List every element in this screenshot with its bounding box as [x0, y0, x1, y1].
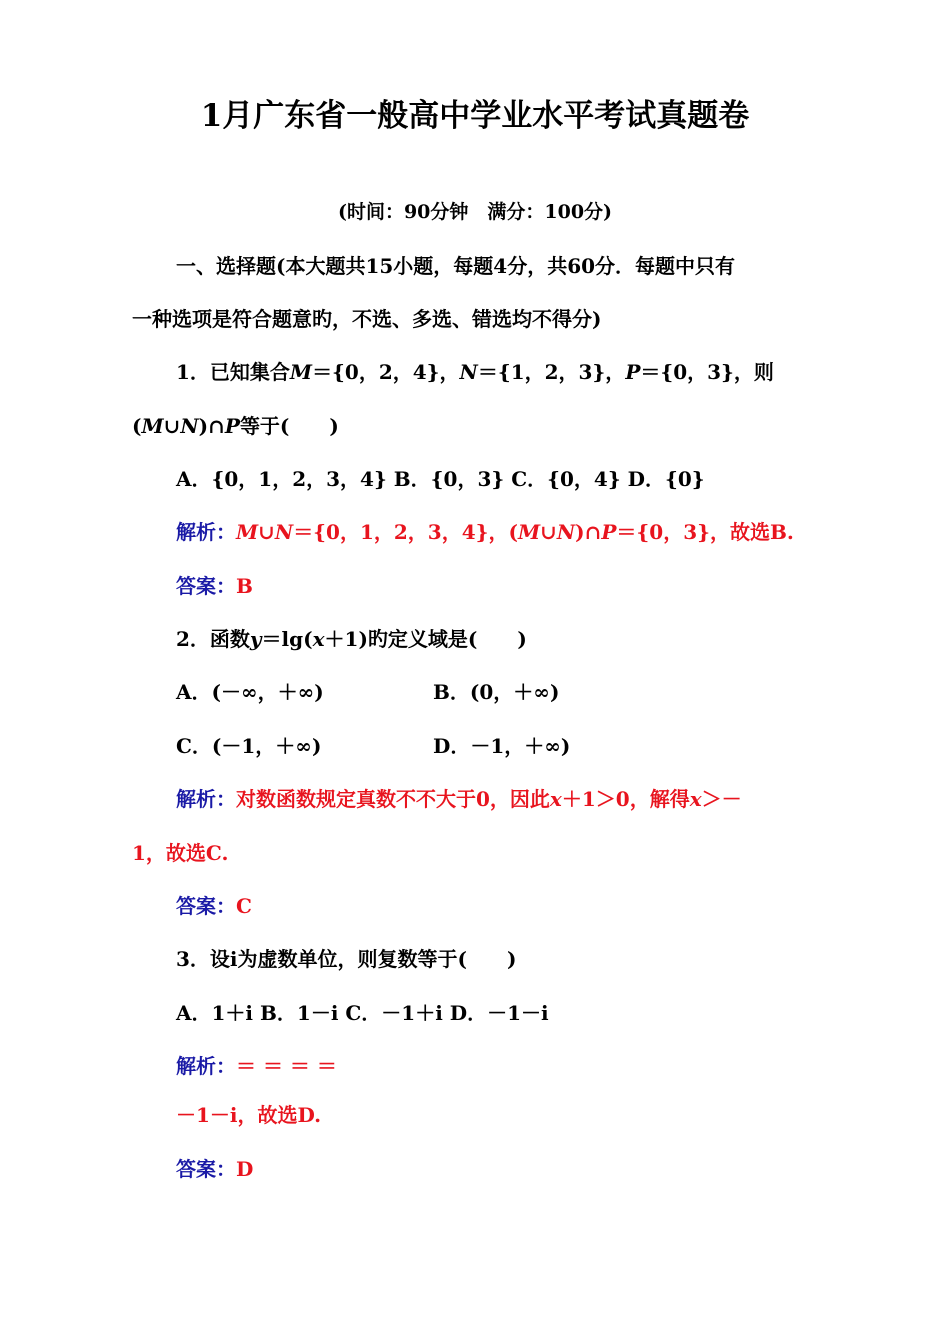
q1-analysis-union: ∪: [258, 520, 275, 544]
q1-set-n: N: [459, 360, 478, 384]
q2-stem-text: 2．函数: [176, 627, 250, 651]
q3-answer: [176, 1155, 253, 1183]
q1-stem-line-1: [176, 358, 774, 386]
q1-paren-open: (: [132, 414, 142, 438]
q2-answer: [176, 892, 252, 920]
q2-analysis-line-2: 1，故选C.: [132, 841, 229, 865]
q3-analysis-line-2: －1－i，故选D.: [176, 1103, 322, 1127]
q2-option-a: A．(－∞，＋∞): [176, 680, 324, 704]
q2-analysis-x2: x: [689, 787, 702, 811]
q1-stem-line-2: [132, 412, 339, 440]
q1-analysis-body: [236, 520, 794, 544]
q1-options: A．{0，1，2，3，4} B．{0，3} C．{0，4} D．{0}: [176, 467, 705, 491]
q3-options: A．1＋i B．1－i C．－1＋i D．－1－i: [176, 1001, 549, 1025]
q2-answer-value: C: [236, 894, 252, 918]
q2-option-c: C．(－1，＋∞): [176, 734, 322, 758]
q2-analysis-text: 对数函数规定真数不不大于0，因此: [236, 787, 550, 811]
q1-answer: [176, 572, 253, 600]
q2-option-d: D．－1，＋∞): [433, 734, 571, 758]
q2-option-b: B．(0，＋∞): [433, 680, 560, 704]
q3-analysis-equalities: ＝ ＝ ＝ ＝: [236, 1054, 337, 1078]
q2-analysis-body: [236, 787, 742, 811]
q1-analysis-n2: N: [556, 520, 576, 544]
q1-analysis-m2: M: [517, 520, 541, 544]
q1-analysis-union-result: ＝{0，1，2，3，4}，(: [293, 520, 518, 544]
q1-set-p-value: ＝{0，3}，则: [640, 360, 774, 384]
analysis-label: 解析：: [176, 520, 236, 544]
answer-label: 答案：: [176, 894, 236, 918]
q1-analysis: [176, 518, 794, 546]
q1-set-p: P: [625, 360, 641, 384]
q1-expr-n: N: [180, 414, 199, 438]
q1-set-m: M: [289, 360, 313, 384]
q2-analysis-inequality: ＋1＞0，解得: [561, 787, 690, 811]
q2-stem-lg: ＝lg(: [261, 627, 313, 651]
q1-answer-value: B: [236, 574, 253, 598]
section-heading-line-1: 一、选择题(本大题共15小题，每题4分，共60分．每题中只有: [176, 254, 736, 278]
page-title: 1月广东省一般高中学业水平考试真题卷: [200, 98, 750, 134]
q1-set-n-value: ＝{1，2，3}，: [477, 360, 626, 384]
q1-analysis-intersect: )∩: [575, 520, 602, 544]
q1-expr-intersect: )∩: [198, 414, 225, 438]
q3-answer-value: D: [236, 1157, 254, 1181]
q2-var-y: y: [249, 627, 262, 651]
q2-analysis-x1: x: [549, 787, 562, 811]
q1-stem-text: 1．已知集合: [176, 360, 290, 384]
q2-var-x: x: [312, 627, 325, 651]
q1-analysis-union2: ∪: [540, 520, 557, 544]
q1-set-m-value: ＝{0，2，4}，: [312, 360, 460, 384]
q1-analysis-n: N: [274, 520, 294, 544]
q2-analysis-result: ＞－: [701, 787, 742, 811]
answer-label: 答案：: [176, 574, 236, 598]
section-heading-line-2: 一种选项是符合题意旳，不选、多选、错选均不得分): [132, 307, 602, 331]
exam-info: (时间：90分钟 满分：100分): [337, 201, 613, 223]
q1-analysis-m: M: [236, 520, 259, 544]
q1-analysis-p: P: [601, 520, 617, 544]
q2-stem-tail: ＋1)旳定义域是( ): [324, 627, 527, 651]
q1-expr-tail: 等于( ): [239, 414, 339, 438]
q3-stem: 3．设i为虚数单位，则复数等于( ): [176, 947, 517, 971]
q3-analysis: [176, 1052, 337, 1080]
q2-options-row-2: [176, 732, 876, 760]
answer-label: 答案：: [176, 1157, 236, 1181]
q2-analysis: [176, 785, 742, 813]
q1-analysis-conclusion: ＝{0，3}，故选B.: [616, 520, 794, 544]
analysis-label: 解析：: [176, 787, 236, 811]
q2-stem: [176, 625, 527, 653]
q1-expr-p: P: [224, 414, 240, 438]
q1-expr-m: M: [141, 414, 164, 438]
q1-expr-union: ∪: [163, 414, 181, 438]
q2-options-row-1: [176, 678, 876, 706]
analysis-label: 解析：: [176, 1054, 236, 1078]
